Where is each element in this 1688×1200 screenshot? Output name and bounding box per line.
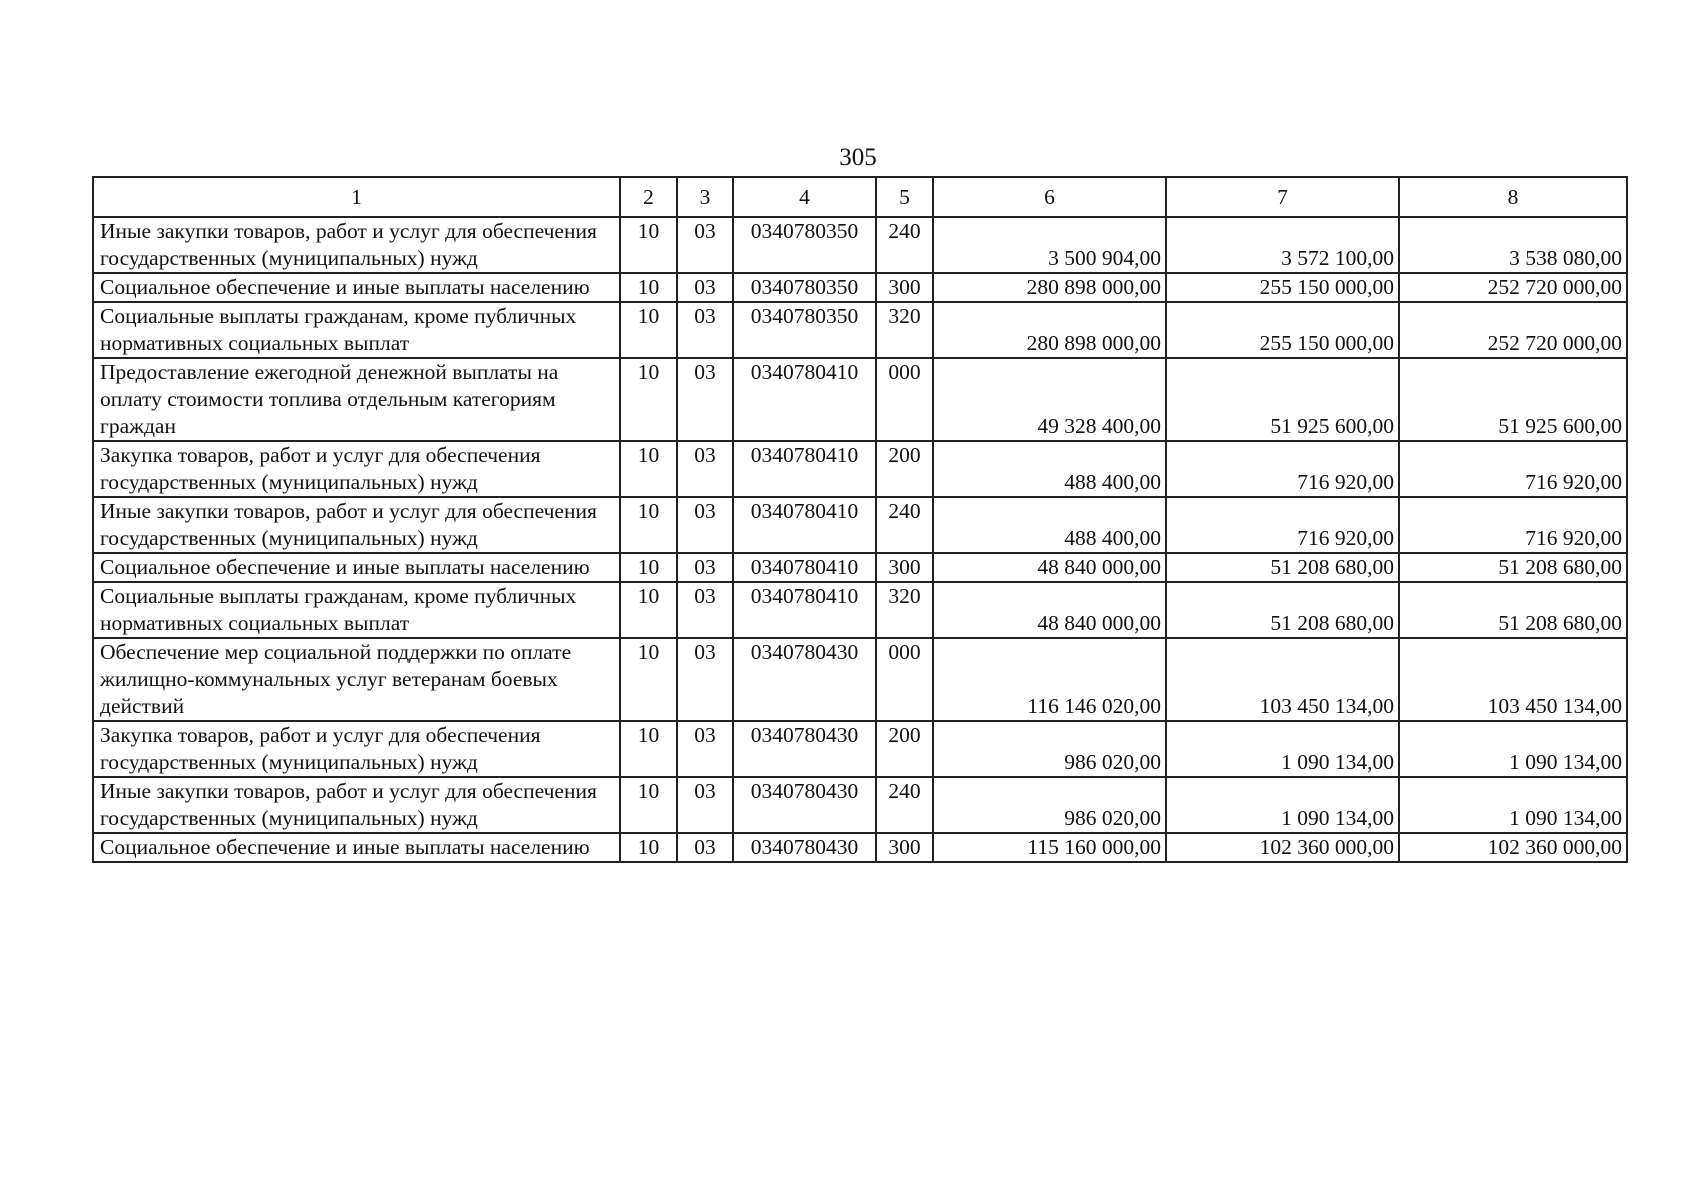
subsection-code-cell: 03	[677, 777, 733, 833]
column-header: 3	[677, 177, 733, 217]
amount-cell: 716 920,00	[1399, 497, 1627, 553]
amount-cell: 488 400,00	[933, 441, 1166, 497]
row-name-cell: Иные закупки товаров, работ и услуг для обеспечения государственных (муниципальных) нужд	[93, 777, 620, 833]
page-number: 305	[839, 144, 877, 171]
amount-cell: 1 090 134,00	[1399, 777, 1627, 833]
expense-type-cell: 000	[876, 358, 933, 441]
amount-cell: 51 208 680,00	[1399, 582, 1627, 638]
amount-cell: 252 720 000,00	[1399, 302, 1627, 358]
table-row	[93, 358, 1627, 441]
amount-cell: 280 898 000,00	[933, 273, 1166, 302]
target-article-cell: 0340780350	[733, 273, 876, 302]
subsection-code-cell: 03	[677, 302, 733, 358]
table-row	[93, 777, 1627, 833]
row-name-cell: Обеспечение мер социальной поддержки по оплате жилищно-коммунальных услуг ветеранам боевых действий	[93, 638, 620, 721]
target-article-cell: 0340780350	[733, 302, 876, 358]
table-row	[93, 302, 1627, 358]
target-article-cell: 0340780410	[733, 358, 876, 441]
section-code-cell: 10	[620, 441, 677, 497]
section-code-cell: 10	[620, 217, 677, 273]
subsection-code-cell: 03	[677, 358, 733, 441]
section-code-cell: 10	[620, 833, 677, 862]
table-header	[93, 177, 1627, 217]
expense-type-cell: 300	[876, 273, 933, 302]
amount-cell: 986 020,00	[933, 777, 1166, 833]
table-row	[93, 721, 1627, 777]
target-article-cell: 0340780410	[733, 553, 876, 582]
target-article-cell: 0340780430	[733, 777, 876, 833]
section-code-cell: 10	[620, 273, 677, 302]
subsection-code-cell: 03	[677, 582, 733, 638]
expense-type-cell: 320	[876, 582, 933, 638]
amount-cell: 716 920,00	[1399, 441, 1627, 497]
row-name-cell: Предоставление ежегодной денежной выплаты на оплату стоимости топлива отдельным категориям граждан	[93, 358, 620, 441]
amount-cell: 103 450 134,00	[1166, 638, 1399, 721]
header-row	[93, 177, 1627, 217]
section-code-cell: 10	[620, 358, 677, 441]
table-body	[93, 217, 1627, 862]
table-row	[93, 217, 1627, 273]
table-row	[93, 497, 1627, 553]
section-code-cell: 10	[620, 638, 677, 721]
subsection-code-cell: 03	[677, 833, 733, 862]
amount-cell: 255 150 000,00	[1166, 273, 1399, 302]
amount-cell: 51 208 680,00	[1166, 553, 1399, 582]
row-name-cell: Социальные выплаты гражданам, кроме публичных нормативных социальных выплат	[93, 582, 620, 638]
amount-cell: 1 090 134,00	[1399, 721, 1627, 777]
amount-cell: 51 925 600,00	[1166, 358, 1399, 441]
section-code-cell: 10	[620, 777, 677, 833]
row-name-cell: Социальное обеспечение и иные выплаты населению	[93, 273, 620, 302]
amount-cell: 716 920,00	[1166, 441, 1399, 497]
amount-cell: 3 500 904,00	[933, 217, 1166, 273]
amount-cell: 3 538 080,00	[1399, 217, 1627, 273]
target-article-cell: 0340780430	[733, 638, 876, 721]
expense-type-cell: 000	[876, 638, 933, 721]
column-header: 1	[93, 177, 620, 217]
subsection-code-cell: 03	[677, 638, 733, 721]
amount-cell: 116 146 020,00	[933, 638, 1166, 721]
table-row	[93, 441, 1627, 497]
table-row	[93, 638, 1627, 721]
expense-type-cell: 240	[876, 217, 933, 273]
subsection-code-cell: 03	[677, 441, 733, 497]
column-header: 5	[876, 177, 933, 217]
row-name-cell: Иные закупки товаров, работ и услуг для обеспечения государственных (муниципальных) нужд	[93, 217, 620, 273]
expense-type-cell: 320	[876, 302, 933, 358]
target-article-cell: 0340780430	[733, 833, 876, 862]
amount-cell: 1 090 134,00	[1166, 777, 1399, 833]
amount-cell: 103 450 134,00	[1399, 638, 1627, 721]
expense-type-cell: 240	[876, 777, 933, 833]
table-row	[93, 273, 1627, 302]
amount-cell: 48 840 000,00	[933, 582, 1166, 638]
budget-table	[92, 176, 1628, 863]
amount-cell: 51 208 680,00	[1399, 553, 1627, 582]
amount-cell: 716 920,00	[1166, 497, 1399, 553]
table-row	[93, 833, 1627, 862]
column-header: 7	[1166, 177, 1399, 217]
amount-cell: 280 898 000,00	[933, 302, 1166, 358]
target-article-cell: 0340780350	[733, 217, 876, 273]
row-name-cell: Социальное обеспечение и иные выплаты населению	[93, 553, 620, 582]
expense-type-cell: 300	[876, 833, 933, 862]
expense-type-cell: 300	[876, 553, 933, 582]
amount-cell: 51 208 680,00	[1166, 582, 1399, 638]
amount-cell: 1 090 134,00	[1166, 721, 1399, 777]
section-code-cell: 10	[620, 582, 677, 638]
subsection-code-cell: 03	[677, 721, 733, 777]
subsection-code-cell: 03	[677, 217, 733, 273]
section-code-cell: 10	[620, 497, 677, 553]
subsection-code-cell: 03	[677, 497, 733, 553]
amount-cell: 488 400,00	[933, 497, 1166, 553]
table-row	[93, 553, 1627, 582]
column-header: 2	[620, 177, 677, 217]
section-code-cell: 10	[620, 302, 677, 358]
expense-type-cell: 240	[876, 497, 933, 553]
section-code-cell: 10	[620, 721, 677, 777]
target-article-cell: 0340780410	[733, 497, 876, 553]
amount-cell: 3 572 100,00	[1166, 217, 1399, 273]
row-name-cell: Иные закупки товаров, работ и услуг для обеспечения государственных (муниципальных) нужд	[93, 497, 620, 553]
amount-cell: 255 150 000,00	[1166, 302, 1399, 358]
row-name-cell: Закупка товаров, работ и услуг для обеспечения государственных (муниципальных) нужд	[93, 721, 620, 777]
target-article-cell: 0340780410	[733, 582, 876, 638]
row-name-cell: Закупка товаров, работ и услуг для обеспечения государственных (муниципальных) нужд	[93, 441, 620, 497]
amount-cell: 986 020,00	[933, 721, 1166, 777]
column-header: 8	[1399, 177, 1627, 217]
expense-type-cell: 200	[876, 441, 933, 497]
amount-cell: 51 925 600,00	[1399, 358, 1627, 441]
amount-cell: 102 360 000,00	[1166, 833, 1399, 862]
column-header: 6	[933, 177, 1166, 217]
amount-cell: 49 328 400,00	[933, 358, 1166, 441]
amount-cell: 102 360 000,00	[1399, 833, 1627, 862]
subsection-code-cell: 03	[677, 273, 733, 302]
amount-cell: 252 720 000,00	[1399, 273, 1627, 302]
table-row	[93, 582, 1627, 638]
column-header: 4	[733, 177, 876, 217]
section-code-cell: 10	[620, 553, 677, 582]
amount-cell: 115 160 000,00	[933, 833, 1166, 862]
subsection-code-cell: 03	[677, 553, 733, 582]
expense-type-cell: 200	[876, 721, 933, 777]
amount-cell: 48 840 000,00	[933, 553, 1166, 582]
row-name-cell: Социальные выплаты гражданам, кроме публичных нормативных социальных выплат	[93, 302, 620, 358]
target-article-cell: 0340780410	[733, 441, 876, 497]
row-name-cell: Социальное обеспечение и иные выплаты населению	[93, 833, 620, 862]
target-article-cell: 0340780430	[733, 721, 876, 777]
